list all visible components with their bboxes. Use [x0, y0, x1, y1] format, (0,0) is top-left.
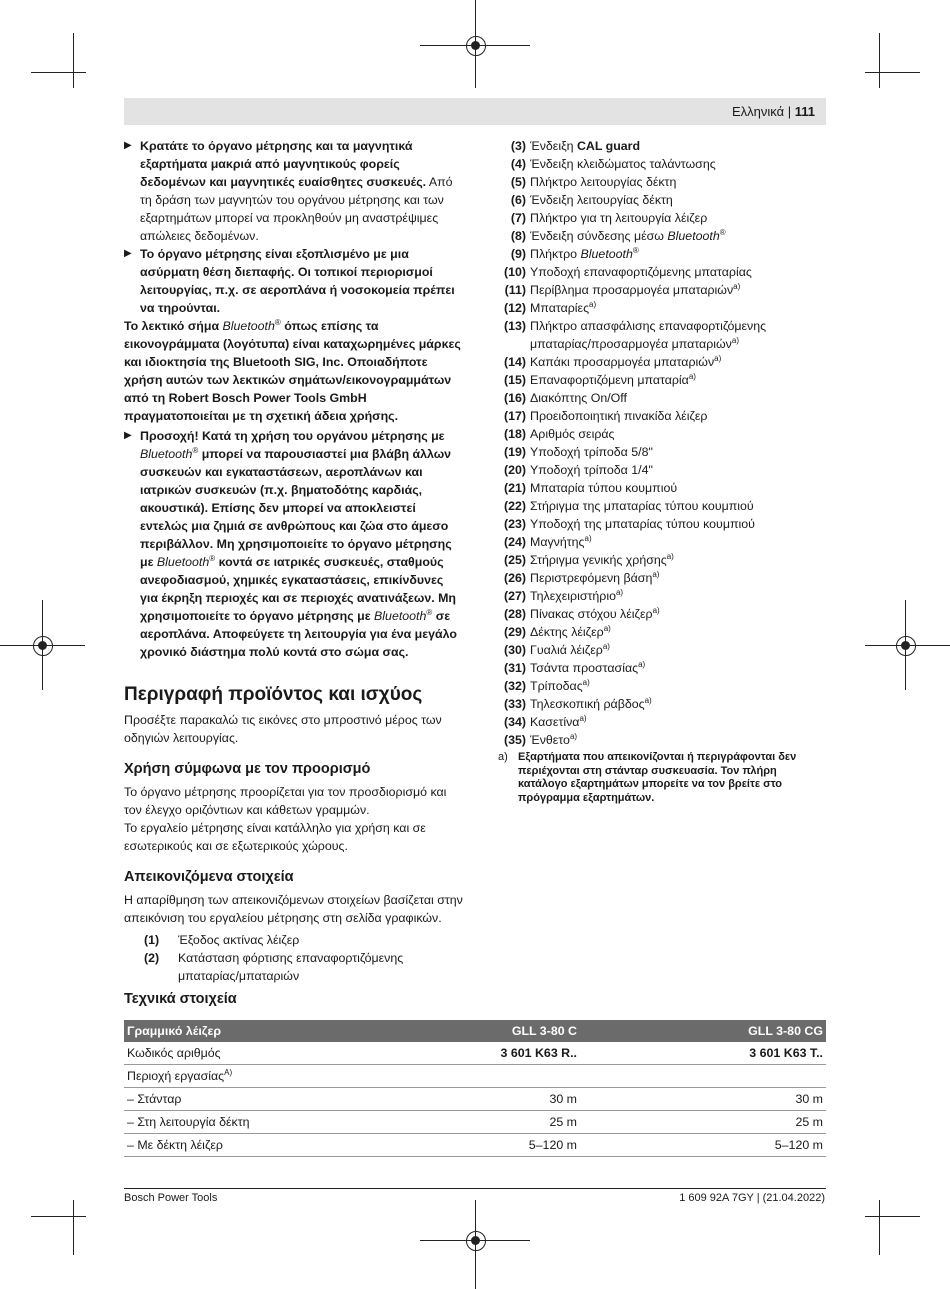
- component-item: (20) Υποδοχή τρίποδα 1/4": [503, 463, 653, 477]
- component-item: (16) Διακόπτης On/Off: [503, 391, 627, 405]
- component-item: (28) Πίνακας στόχου λέιζερ$^{a)}$: [503, 605, 660, 621]
- component-item: (30) Γυαλιά λέιζερ$^{a)}$: [503, 641, 610, 657]
- table-row: – Στάνταρ 30 m 30 m: [124, 1088, 826, 1111]
- component-item: (21) Μπαταρία τύπου κουμπιού: [503, 481, 678, 495]
- component-item: (25) Στήριγμα γενικής χρήσης$^{a)}$: [503, 551, 674, 567]
- bullet-arrow-icon: ▶: [124, 140, 132, 151]
- table-header-cell: GLL 3-80 C: [430, 1020, 580, 1042]
- component-item: (3) Ένδειξη CAL guard: [510, 139, 641, 153]
- footer-rule: [124, 1188, 826, 1189]
- component-item: (22) Στήριγμα της μπαταρίας τύπου κουμπιού: [503, 499, 754, 513]
- intended-use-title: Χρήση σύμφωνα με τον προορισμό: [124, 761, 371, 777]
- component-item: (27) Τηλεχειριστήριο$^{a)}$: [503, 587, 624, 603]
- safety-bullet: ▶ Το όργανο μέτρησης είναι εξοπλισμένο με μια ασύρματη θέση διεπαφής. Οι τοπικοί περιορισμοί λειτουργίας, π.χ. σε αεροπλάνα ή νοσοκομεία πρέπει να τηρούνται.: [124, 247, 455, 315]
- registration-mark-icon: [466, 1231, 486, 1251]
- components-title: Απεικονιζόμενα στοιχεία: [124, 869, 294, 885]
- component-item: (17) Προειδοποιητική πινακίδα λέιζερ: [503, 409, 708, 423]
- component-item: (7) Πλήκτρο για τη λειτουργία λέιζερ: [510, 211, 708, 225]
- intended-use-text: Το όργανο μέτρησης προορίζεται για τον προσδιορισμό και τον έλεγχο οριζόντιων και κάθετων γραμμών.: [124, 785, 447, 817]
- component-item: (11) Περίβλημα προσαρμογέα μπαταριών$^{a)}$: [504, 281, 741, 297]
- crop-mark: [73, 1200, 74, 1255]
- component-item: (8) Ένδειξη σύνδεσης μέσω Bluetooth®: [510, 227, 726, 243]
- component-item: (18) Αριθμός σειράς: [503, 427, 615, 441]
- component-item: (12) Μπαταρίες$^{a)}$: [503, 299, 597, 315]
- component-item: (4) Ένδειξη κλειδώματος ταλάντωσης: [510, 157, 716, 171]
- crop-mark: [879, 1200, 880, 1255]
- bluetooth-caution: ▶ Προσοχή! Κατά τη χρήση του οργάνου μέτρησης με Bluetooth® μπορεί να παρουσιαστεί μια βλάβη άλλων συσκευών και εγκαταστάσεων, αεροπλάνων και ιατρικών συσκευών (π.χ. βηματοδότης καρδιάς, ακουστικά). Επίσης δεν μπορεί να αποκλειστεί εντελώς μια ζημιά σε ανθρώπους και ζώα στο άμεσο περιβάλλον. Μη χρησιμοποιείτε το όργανο μέτρησης με Bluetooth® κοντά σε ιατρικές συσκευές, σταθμούς ανεφοδιασμού, χημικές εγκαταστάσεις, επικίνδυνες για έκρηξη περιοχές και σε περιοχές ανατινάξεων. Μη χρησιμοποιείτε το όργανο μέτρησης με Bluetooth® σε αεροπλάνα. Αποφεύγετε τη λειτουργία για ένα μεγάλο χρονικό διάστημα πολύ κοντά στο σώμα σας.: [124, 429, 457, 659]
- tech-data-title: Τεχνικά στοιχεία: [124, 991, 237, 1007]
- crop-mark: [31, 72, 86, 73]
- page-number: 111: [794, 104, 815, 119]
- footer-brand: Bosch Power Tools: [124, 1192, 218, 1204]
- component-item: (9) Πλήκτρο Bluetooth®: [510, 245, 639, 261]
- crop-mark: [865, 1216, 920, 1217]
- footer-doc-id: 1 609 92A 7GY | (21.04.2022): [679, 1192, 825, 1204]
- accessory-footnote: a) Εξαρτήματα που απεικονίζονται ή περιγράφονται δεν περιέχονται στη στάνταρ συσκευασία. Τον πλήρη κατάλογο εξαρτημάτων μπορείτε να τον βρείτε στο πρόγραμμα εξαρτημάτων.: [498, 751, 797, 804]
- component-item: (10) Υποδοχή επαναφορτιζόμενης μπαταρίας: [503, 265, 752, 279]
- safety-bullet: ▶ Κρατάτε το όργανο μέτρησης και τα μαγνητικά εξαρτήματα μακριά από μαγνητικούς φορείς δεδομένων και μαγνητικές ευαίσθητες συσκευές. Από τη δράση των μαγνητών του οργάνου μέτρησης και των εξαρτημάτων μπορεί να προκληθούν μη αναστρέψιμες απώλειες δεδομένων.: [124, 139, 453, 243]
- component-item: (19) Υποδοχή τρίποδα 5/8": [503, 445, 653, 459]
- table-row: – Στη λειτουργία δέκτη 25 m 25 m: [124, 1111, 826, 1134]
- table-header-cell: Γραμμικό λέιζερ: [124, 1020, 430, 1042]
- component-item: (32) Τρίποδας$^{a)}$: [503, 677, 590, 693]
- component-item: (6) Ένδειξη λειτουργίας δέκτη: [510, 193, 673, 207]
- component-item: (15) Επαναφορτιζόμενη μπαταρία$^{a)}$: [503, 371, 696, 387]
- component-item: (26) Περιστρεφόμενη βάση$^{a)}$: [503, 569, 660, 585]
- components-intro: Η απαρίθμηση των απεικονιζόμενων στοιχείων βασίζεται στην απεικόνιση του εργαλείου μέτρησης στη σελίδα γραφικών.: [124, 893, 463, 925]
- table-header-cell: GLL 3-80 CG: [580, 1020, 826, 1042]
- bullet-arrow-icon: ▶: [124, 248, 132, 259]
- section-title: Περιγραφή προϊόντος και ισχύος: [124, 684, 423, 705]
- component-item: (35) Ένθετο$^{a)}$: [503, 731, 578, 747]
- component-item: (14) Καπάκι προσαρμογέα μπαταριών$^{a)}$: [503, 353, 722, 369]
- component-item: (33) Τηλεσκοπική ράβδος$^{a)}$: [503, 695, 652, 711]
- bullet-arrow-icon: ▶: [124, 430, 132, 441]
- component-item: (23) Υποδοχή της μπαταρίας τύπου κουμπιού: [503, 517, 755, 531]
- component-item: (34) Κασετίνα$^{a)}$: [503, 713, 587, 729]
- component-item: (13) Πλήκτρο απασφάλισης επαναφορτιζόμενης μπαταρίας/προσαρμογέα μπαταριών$^{a)}$: [503, 319, 767, 351]
- bluetooth-trademark-notice: Το λεκτικό σήμα Bluetooth® όπως επίσης τα εικονογράμματα (λογότυπα) είναι καταχωρημένες μάρκες και ιδιοκτησία της Bluetooth SIG, Inc. Οποιαδήποτε χρήση αυτών των λεκτικών σημάτων/εικονογραμμάτων από τη Robert Bosch Power Tools GmbH πραγματοποιείται με τη σχετική άδεια χρήσης.: [124, 317, 461, 423]
- component-item: (29) Δέκτης λέιζερ$^{a)}$: [503, 623, 611, 639]
- component-item: (24) Μαγνήτης$^{a)}$: [503, 533, 592, 549]
- tech-data-table: [124, 1020, 826, 1157]
- section-intro: Προσέξτε παρακαλώ τις εικόνες στο μπροστινό μέρος των οδηγιών λειτουργίας.: [124, 713, 442, 745]
- component-item: (31) Τσάντα προστασίας$^{a)}$: [503, 659, 646, 675]
- component-item: (2) Κατάσταση φόρτισης επαναφορτιζόμενης μπαταρίας/μπαταριών: [144, 951, 404, 983]
- table-row: – Με δέκτη λέιζερ 5–120 m 5–120 m: [124, 1134, 826, 1157]
- registration-mark-icon: [33, 636, 53, 656]
- intended-use-text: Το εργαλείο μέτρησης είναι κατάλληλο για χρήση και σε εσωτερικούς και σε εξωτερικούς χώρους.: [124, 821, 426, 853]
- component-item: (5) Πλήκτρο λειτουργίας δέκτη: [510, 175, 677, 189]
- table-row: Περιοχή εργασίας$^{A)}$: [124, 1065, 826, 1088]
- crop-mark: [865, 72, 920, 73]
- page-header-bar: [124, 98, 826, 125]
- right-column: [498, 137, 818, 805]
- component-item: (1) Έξοδος ακτίνας λέιζερ: [144, 933, 300, 947]
- table-header-row: [124, 1020, 826, 1042]
- crop-mark: [73, 33, 74, 88]
- registration-mark-icon: [896, 636, 916, 656]
- registration-mark-icon: [466, 36, 486, 56]
- header-language: Ελληνικά: [731, 104, 785, 119]
- crop-mark: [31, 1216, 86, 1217]
- page-header: Ελληνικά | 111: [731, 104, 815, 119]
- crop-mark: [879, 33, 880, 88]
- left-column: [124, 137, 464, 985]
- table-row: Κωδικός αριθμός 3 601 K63 R.. 3 601 K63 T..: [124, 1042, 826, 1065]
